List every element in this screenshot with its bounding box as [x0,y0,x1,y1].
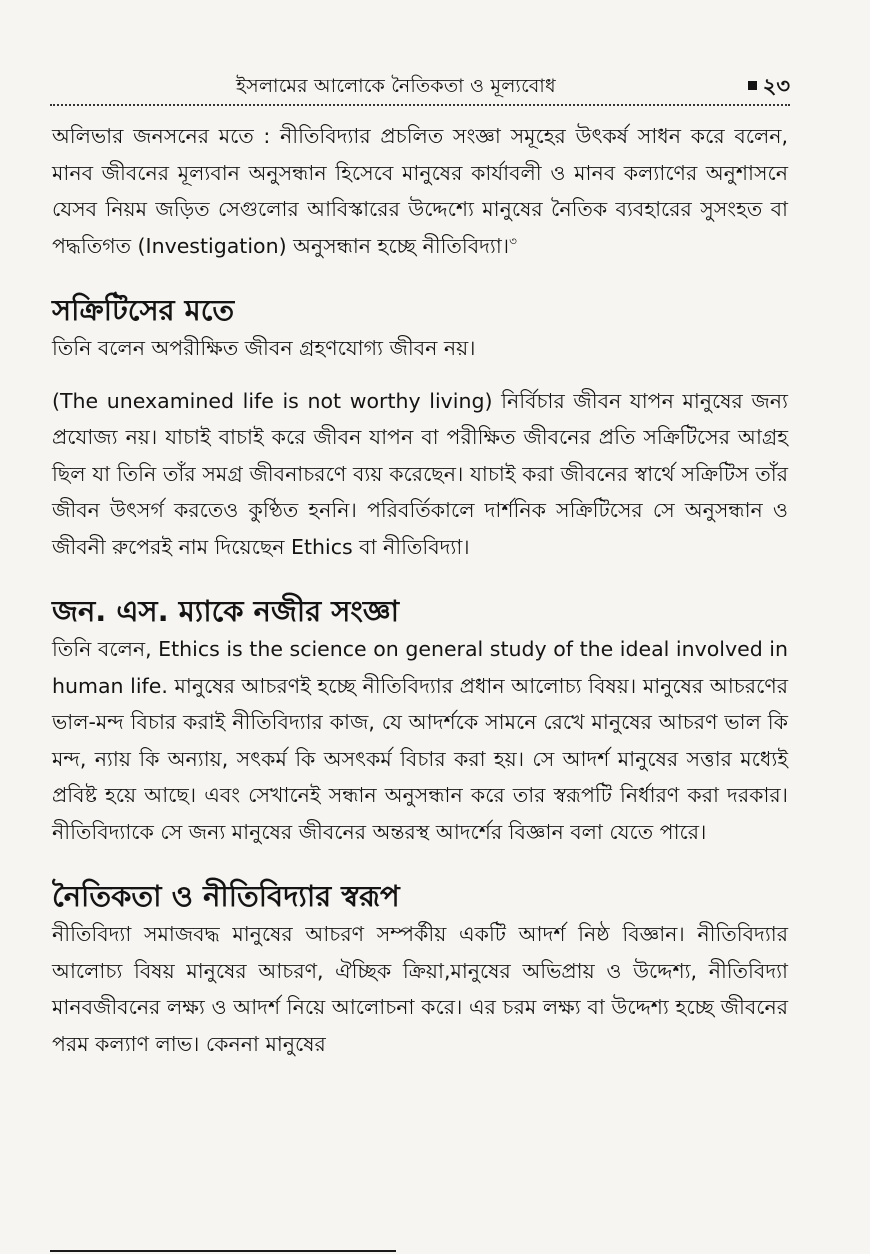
mackenzie-paragraph: তিনি বলেন, Ethics is the science on general study of the ideal involved in human life. মানুষের আচরণই হচ্ছে নীতিবিদ্যার প্রধান আলোচ্য বিষয়। মানুষের আচরণের ভাল-মন্দ বিচার করাই নীতিবিদ্যার কাজ, যে আদর্শকে সামনে রেখে মানুষের আচরণ ভাল কি মন্দ, ন্যায় কি অন্যায়, সৎকর্ম কি অসৎকর্ম বিচার করা হয়। সে আদর্শ মানুষের সত্তার মধ্যেই প্রবিষ্ট হয়ে আছে। এবং সেখানেই সন্ধান অনুসন্ধান করে তার স্বরূপটি নির্ধারণ করা দরকার। নীতিবিদ্যাকে সে জন্য মানুষের জীবনের অন্তরস্থ আদর্শের বিজ্ঞান বলা যেতে পারে। [52,637,788,844]
nature-paragraph: নীতিবিদ্যা সমাজবদ্ধ মানুষের আচরণ সম্পর্কীয় একটি আদর্শ নিষ্ঠ বিজ্ঞান। নীতিবিদ্যার আলোচ্য বিষয় মানুষের আচরণ, ঐচ্ছিক ক্রিয়া,মানুষের অভিপ্রায় ও উদ্দেশ্য, নীতিবিদ্যা মানবজীবনের লক্ষ্য ও আদর্শ নিয়ে আলোচনা করে। এর চরম লক্ষ্য বা উদ্দেশ্য হচ্ছে জীবনের পরম কল্যাণ লাভ। কেননা মানুষের [52,922,788,1056]
running-title: ইসলামের আলোকে নৈতিকতা ও মূল্যবোধ [236,75,556,97]
socrates-paragraph-1: তিনি বলেন অপরীক্ষিত জীবন গ্রহণযোগ্য জীবন নয়। [52,336,476,360]
mackenzie-heading: জন. এস. ম্যাকে নজীর সংজ্ঞা [52,594,400,628]
page-body [52,118,788,1062]
footnote-reference: ৩ [509,233,517,248]
page-number: ২৩ [748,70,790,105]
socrates-heading: সক্রিটিসের মতে [52,293,235,327]
nature-heading: নৈতিকতা ও নীতিবিদ্যার স্বরূপ [52,879,400,913]
running-header [50,70,790,104]
header-divider [50,104,790,106]
socrates-paragraph-2: (The unexamined life is not worthy living) নির্বিচার জীবন যাপন মানুষের জন্য প্রযোজ্য নয়। যাচাই বাচাই করে জীবন যাপন বা পরীক্ষিত জীবনের প্রতি সক্রিটিসের আগ্রহ ছিল যা তিনি তাঁর সমগ্র জীবনাচরণে ব্যয় করেছেন। যাচাই করা জীবনের স্বার্থে সক্রিটিস তাঁর জীবন উৎসর্গ করতেও কুণ্ঠিত হননি। পরিবর্তিকালে দার্শনিক সক্রিটিসের সে অনুসন্ধান ও জীবনী রুপেরই নাম দিয়েছেন Ethics বা নীতিবিদ্যা। [52,388,788,559]
intro-text: অলিভার জনসনের মতে : নীতিবিদ্যার প্রচলিত সংজ্ঞা সমূহের উৎকর্ষ সাধন করে বলেন, মানব জীবনের মূল্যবান অনুসন্ধান হিসেবে মানুষের কার্যাবলী ও মানব কল্যাণের অনুশাসনে যেসব নিয়ম জড়িত সেগুলোর আবিস্কারের উদ্দেশ্যে মানুষের নৈতিক ব্যবহারের সুসংহত বা পদ্ধতিগত (Investigation) অনুসন্ধান হচ্ছে নীতিবিদ্যা। [52,124,788,258]
intro-paragraph [52,118,788,264]
footnote-divider [50,1250,396,1252]
